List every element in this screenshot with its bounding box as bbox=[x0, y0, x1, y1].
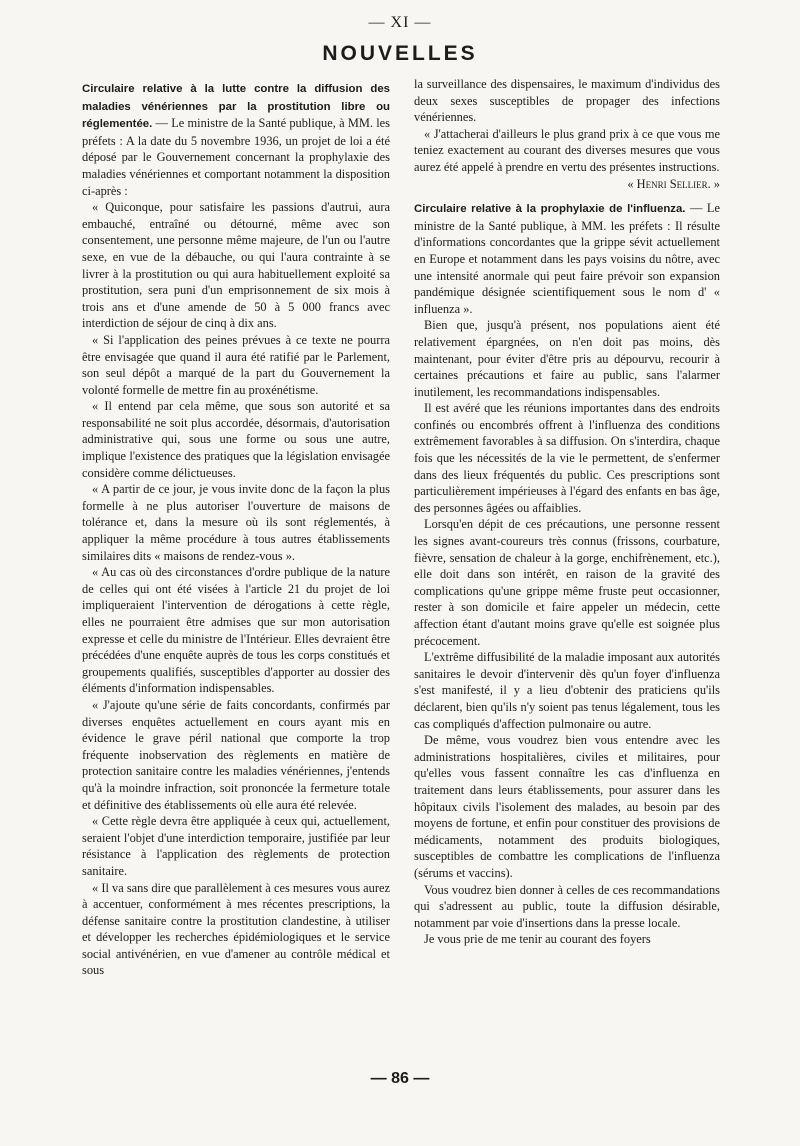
paragraph: De même, vous voudrez bien vous entendre avec les administrations hospitalières, civiles et militaires, pour qu'elles vous fassent connaître les cas d'influenza en traitement dans leurs établissements, pour assurer dans les hôpitaux civils l'isolement des malades, au besoin par des moyens de fortune, et enfin pour constituer des provisions de médicaments, notamment des produits biologiques, susceptibles de combattre les complications de l'influenza (sérums et vaccins). bbox=[414, 733, 720, 880]
circular-2-intro bbox=[414, 200, 720, 317]
paragraph: « Il entend par cela même, que sous son autorité et sa responsabilité ne soit plus accordée, désormais, d'autorisation administrative qui, sous une forme ou sous une autre, implique l'existence des pratiques que la législation envisagée considère comme délictueuses. bbox=[82, 399, 390, 480]
signature: « Henri Sellier. » bbox=[627, 176, 720, 191]
page-number: — 86 — bbox=[370, 1070, 430, 1087]
circular-1-intro-text: — Le ministre de la Santé publique, à MM. les préfets : A la date du 5 novembre 1936, un projet de loi a été déposé par le Gouvernement concernant la prophylaxie des maladies vénériennes et comportant notamment la disposition ci-après : bbox=[82, 116, 390, 198]
paragraph: « J'attacherai d'ailleurs le plus grand prix à ce que vous me teniez exactement au courant des diverses mesures que vous aurez été appelé à prendre en vertu des présentes instructions. bbox=[414, 126, 720, 174]
paragraph-continuation: la surveillance des dispensaires, le maximum d'individus des deux sexes susceptibles de propager des infections vénériennes. bbox=[414, 77, 720, 125]
right-column bbox=[414, 76, 720, 948]
paragraph: Je vous prie de me tenir au courant des foyers bbox=[424, 932, 651, 947]
circular-1-heading: Circulaire relative à la lutte contre la diffusion des maladies vénériennes par la prostitution libre ou réglementée. bbox=[82, 83, 390, 131]
paragraph: Il est avéré que les réunions importantes dans des endroits confinés ou encombrés offrent à l'influenza des conditions extrêmement favorables à sa diffusion. On s'interdira, chaque fois que les nécessités de la vie le permettent, de s'enfermer dans des lieux fréquentés du public. Ces prescriptions sont particulièrement impérieuses à l'égard des enfants en bas âge, des personnes âgées ou affaiblies. bbox=[414, 401, 720, 515]
paragraph: « Quiconque, pour satisfaire les passions d'autrui, aura embauché, entraîné ou détourné, même avec son consentement, une personne même majeure, de l'un ou l'autre sexe, en vue de la débauche, ou qui l'aura contrainte à se livrer à la prostitution ou qui aura habituellement exploité sa prostitution, sera puni d'un emprisonnement de six mois à trois ans et d'une amende de 50 à 5 000 francs avec interdiction de séjour de cinq à dix ans. bbox=[82, 200, 390, 331]
page-title: NOUVELLES bbox=[322, 42, 478, 65]
paragraph: Lorsqu'en dépit de ces précautions, une personne ressent les signes avant-coureurs très connus (frissons, courbature, fièvre, sensation de chaleur à la gorge, enchifrènement, etc.), elle doit dans son intérêt, en raison de la gravité des complications qu'une grippe même fruste peut occasionner, rester à son domicile et faire appeler un médecin, cette affection étant d'autant moins grave qu'elle est soignée plus précocement. bbox=[414, 517, 720, 648]
left-column bbox=[82, 80, 390, 979]
roman-page-number: — XI — bbox=[368, 14, 432, 31]
paragraph: « Il va sans dire que parallèlement à ces mesures vous aurez à accentuer, conformément à mes récentes prescriptions, la défense sanitaire contre la prostitution clandestine, à utiliser et développer les recherches épidémiologiques et le service social antivénérien, en vue d'amener au contrôle médical et sous bbox=[82, 880, 390, 978]
paragraph: Bien que, jusqu'à présent, nos populations aient été relativement épargnées, on n'en doit pas moins, dès maintenant, pour éviter d'être pris au dépourvu, recourir à certaines précautions et faire au public, sans l'alarmer inutilement, les recommandations indispensables. bbox=[414, 318, 720, 399]
paragraph: « Au cas où des circonstances d'ordre publique de la nature de celles qui ont été visées à l'article 21 du projet de loi impliqueraient l'intervention de dérogations à cette règle, elles ne pourraient être admises que sur mon autorisation expresse et celle du ministre de l'Intérieur. Elles devraient être précédées d'une enquête auprès de tous les corps constitués et groupements qualifiés, susceptibles d'apporter au dossier des éléments d'information indispensables. bbox=[82, 565, 390, 696]
circular-2-intro-text: — Le ministre de la Santé publique, à MM. les préfets : Il résulte d'informations concordantes que la grippe sévit actuellement en Europe et notamment dans les pays voisins du nôtre, avec une intensité anormale qui peut faire prévoir son expansion pandémique désignée scientifiquement sous le nom d' « influenza ». bbox=[414, 201, 720, 316]
paragraph: « Cette règle devra être appliquée à ceux qui, actuellement, seraient l'objet d'une interdiction temporaire, justifiée par leur résistance à l'application des règlements de protection sanitaire. bbox=[82, 814, 390, 878]
paragraph: Vous voudrez bien donner à celles de ces recommandations qui s'adressent au public, toute la diffusion désirable, notamment par voie d'insertions dans la presse locale. bbox=[414, 882, 720, 930]
circular-2-heading: Circulaire relative à la prophylaxie de l'influenza. bbox=[414, 203, 686, 216]
paragraph: « Si l'application des peines prévues à ce texte ne pourra être envisagée que quand il aura été ratifié par le Parlement, son seul dépôt a marqué de la part du Gouvernement la volonté formelle de mettre fin au proxénétisme. bbox=[82, 332, 390, 397]
paragraph: « A partir de ce jour, je vous invite donc de la façon la plus formelle à ne plus autoriser l'ouverture de maisons de tolérance et, dans la mesure où ils sont réglementés, à appliquer la même procédure à tous autres établissements similaires dits « maisons de rendez-vous ». bbox=[82, 482, 390, 563]
paragraph: « J'ajoute qu'une série de faits concordants, confirmés par diverses enquêtes actuellement en cours ayant mis en évidence le grave péril national que comporte la trop fréquente inobservation des règlements en matière de protection sanitaire contre les maladies vénériennes, j'entends qu'à la moindre infraction, soit prononcée la fermeture totale et définitive des établissements où elle aura été relevée. bbox=[82, 697, 390, 812]
paragraph: L'extrême diffusibilité de la maladie imposant aux autorités sanitaires le devoir d'intervenir dès qu'un foyer d'influenza s'est manifesté, il y a lieu d'obtenir des praticiens qu'ils déclarent, bien qu'ils n'y soient pas tenus légalement, tous les cas compliqués d'affection pulmonaire ou autre. bbox=[414, 650, 720, 731]
circular-1-intro bbox=[82, 80, 390, 199]
